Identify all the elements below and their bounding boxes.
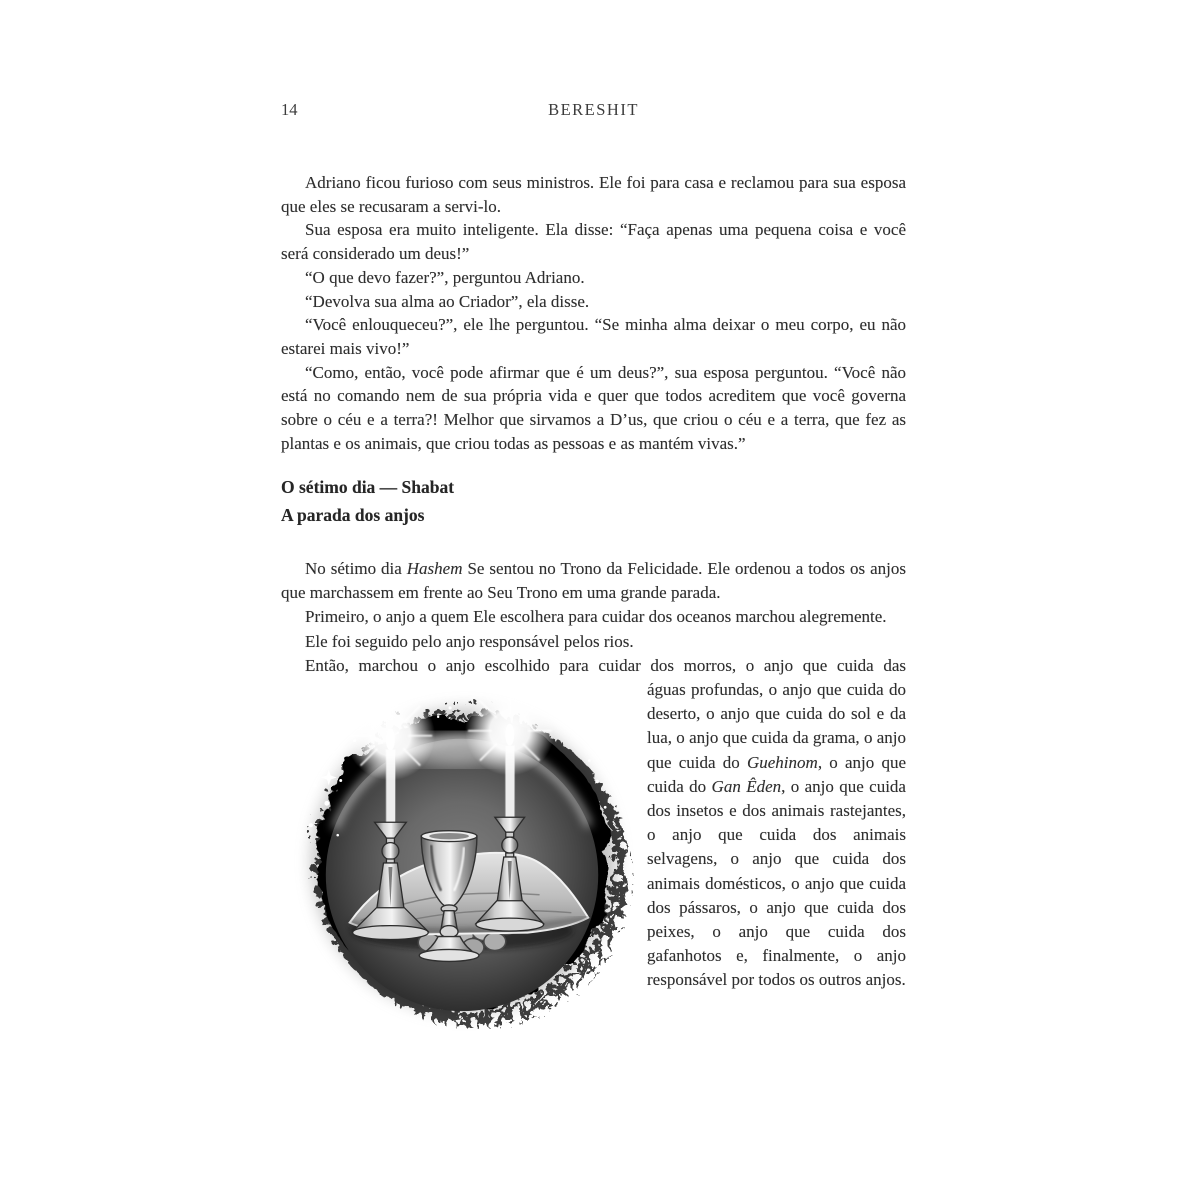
paragraph <box>281 557 906 605</box>
section-heading <box>281 474 906 529</box>
shabbat-illustration-svg <box>291 686 637 1032</box>
italic-term: Hashem <box>406 559 463 578</box>
paragraph: Primeiro, o anjo a quem Ele escolhera para cuidar dos oceanos marchou alegremente. <box>305 607 887 627</box>
image-text-wrap <box>281 678 906 1032</box>
story-text-block <box>281 171 906 455</box>
paragraph-lead-line: Então, marchou o anjo escolhido para cuidar dos morros, o anjo que cuida das <box>305 655 906 675</box>
paragraph: Adriano ficou furioso com seus ministros. Ele foi para casa e reclamou para sua esposa que eles se recusaram a servi-lo. <box>281 173 906 216</box>
text-run: Se sentou no Trono da Felicidade. Ele ordenou a todos os anjos que marchassem em frente ao Seu Trono em uma grande parada. <box>281 559 906 603</box>
text-run: águas profundas, o anjo que cuida do deserto, o anjo que cuida do sol e da lua, o anjo que cuida da grama, o anjo que cuida do <box>647 680 906 772</box>
paragraph: “Devolva sua alma ao Criador”, ela disse. <box>305 291 590 311</box>
paragraph: “O que devo fazer?”, perguntou Adriano. <box>305 267 585 287</box>
paragraph: Ele foi seguido pelo anjo responsável pelos rios. <box>305 631 634 651</box>
text-run: , o anjo que cuida dos insetos e dos animais rastejantes, o anjo que cuida dos animais selvagens, o anjo que cuida dos animais domésticos, o anjo que cuida dos pássaros, o anjo que cuida dos peixes, o anjo que cuida dos gafanhotos e, finalmente, o anjo responsável por todos os outros anjos. <box>647 776 906 990</box>
paragraph: Sua esposa era muito inteligente. Ela disse: “Faça apenas uma pequena coisa e você será considerado um deus!” <box>281 220 906 264</box>
italic-term: Gan Êden <box>711 776 782 796</box>
section-heading-line1: O sétimo dia — Shabat <box>281 477 455 497</box>
paragraph: “Você enlouqueceu?”, ele lhe perguntou. “Se minha alma deixar o meu corpo, eu não estarei mais vivo!” <box>281 315 906 358</box>
text-run: , o anjo que cuida do <box>647 752 906 796</box>
flame-left-icon <box>346 691 435 780</box>
italic-term: Guehinom <box>746 752 818 772</box>
flame-right-icon <box>465 686 554 775</box>
section-text-block <box>281 557 906 1032</box>
running-header: BERESHIT <box>548 100 639 119</box>
shabbat-illustration <box>291 686 637 1032</box>
page-number: 14 <box>281 100 298 119</box>
section-heading-line2: A parada dos anjos <box>281 504 425 525</box>
text-run: No sétimo dia <box>305 559 407 578</box>
paragraph: “Como, então, você pode afirmar que é um deus?”, sua esposa perguntou. “Você não está no comando nem de sua própria vida e quer que todos acreditem que você governa sobre o céu e a terra?! Melhor que sirvamos a D’us, que criou o céu e a terra, que fez as plantas e os animais, que criou todas as pessoas e as mantém vivas.” <box>281 362 906 453</box>
